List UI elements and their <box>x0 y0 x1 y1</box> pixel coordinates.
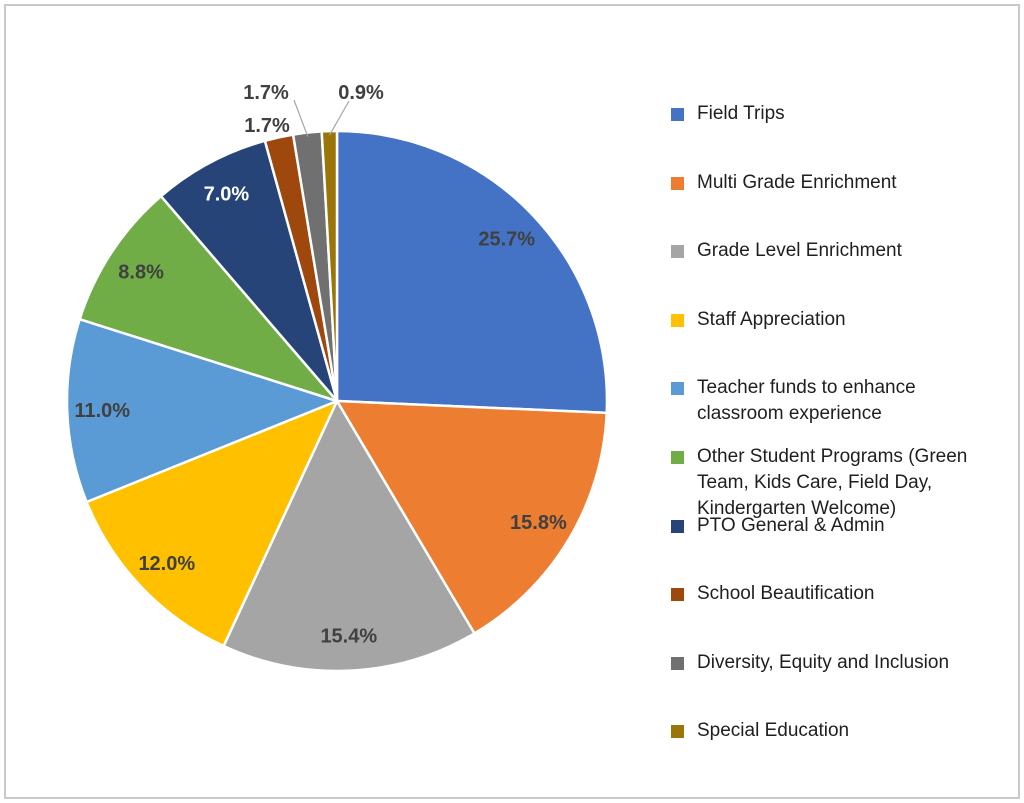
legend-label: Diversity, Equity and Inclusion <box>697 652 950 673</box>
legend-item-staff-appreciation <box>660 307 1005 333</box>
legend-item-teacher-funds-to-enhance-classroom-experience <box>660 375 1005 427</box>
slice-label-field-trips: 25.7% <box>478 228 536 251</box>
pie-slice-field-trips <box>337 131 607 413</box>
leader-line-diversity-equity-and-inclusion <box>294 100 308 137</box>
legend-color-swatch-icon <box>671 382 684 395</box>
slice-label-multi-grade-enrichment: 15.8% <box>510 511 567 534</box>
legend-color-swatch-icon <box>671 588 684 601</box>
legend-color-swatch-icon <box>671 108 684 121</box>
legend-color-swatch-icon <box>671 314 684 327</box>
legend-item-school-beautification <box>660 581 1005 607</box>
legend-label: Field Trips <box>697 103 785 124</box>
legend-item-other-student-programs-green-team-kids-care-field-day-kindergarten-welcome <box>660 444 1005 522</box>
legend-label: School Beautification <box>697 583 875 604</box>
legend-label: Grade Level Enrichment <box>697 240 902 261</box>
legend-color-swatch-icon <box>671 177 684 190</box>
slice-label-other-student-programs-green-team-kids-care-field-day-kindergarten-welcome: 8.8% <box>118 261 164 284</box>
legend-label: Teacher funds to enhance classroom experience <box>697 377 916 424</box>
legend-label: Other Student Programs (Green Team, Kids Care, Field Day, Kindergarten Welcome) <box>697 446 968 519</box>
slice-label-pto-general-admin: 7.0% <box>203 183 250 206</box>
legend-color-swatch-icon <box>671 245 684 258</box>
slice-label-grade-level-enrichment: 15.4% <box>320 625 378 648</box>
legend-label: Special Education <box>697 720 850 741</box>
legend-item-special-education <box>660 718 1005 744</box>
legend-color-swatch-icon <box>671 725 684 738</box>
legend-item-diversity-equity-and-inclusion <box>660 650 1005 676</box>
legend-label: Staff Appreciation <box>697 309 846 330</box>
legend-item-pto-general-admin <box>660 513 1005 539</box>
legend-item-field-trips <box>660 101 1005 127</box>
slice-label-teacher-funds-to-enhance-classroom-experience: 11.0% <box>74 399 131 422</box>
legend-label: Multi Grade Enrichment <box>697 172 897 193</box>
slice-label-staff-appreciation: 12.0% <box>138 552 196 575</box>
legend <box>660 0 1015 803</box>
legend-color-swatch-icon <box>671 657 684 670</box>
legend-color-swatch-icon <box>671 451 684 464</box>
slice-label-special-education: 0.9% <box>338 82 384 104</box>
legend-label: PTO General & Admin <box>697 515 885 536</box>
slice-label-school-beautification: 1.7% <box>244 115 290 137</box>
legend-color-swatch-icon <box>671 520 684 533</box>
legend-item-grade-level-enrichment <box>660 238 1005 264</box>
slice-label-diversity-equity-and-inclusion: 1.7% <box>243 82 289 104</box>
legend-item-multi-grade-enrichment <box>660 170 1005 196</box>
